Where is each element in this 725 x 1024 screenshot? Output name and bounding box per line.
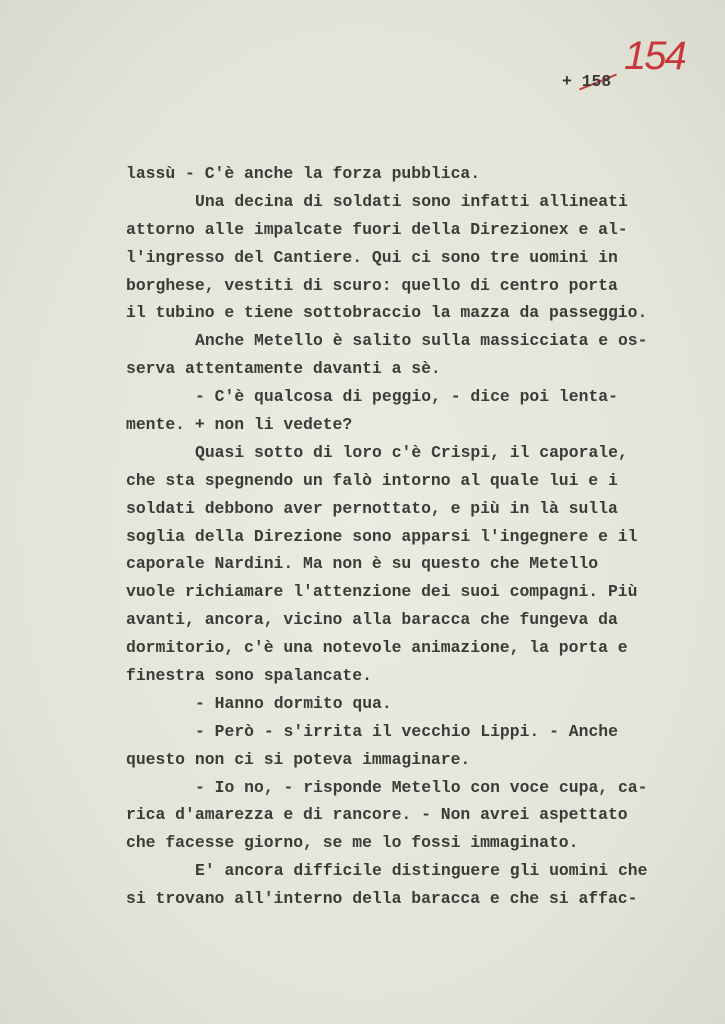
text-line: questo non ci si poteva immaginare. bbox=[126, 749, 471, 769]
text-line: avanti, ancora, vicino alla baracca che fungeva da bbox=[126, 610, 618, 630]
text-line: il tubino e tiene sottobraccio la mazza da passeggio. bbox=[126, 303, 648, 323]
text-line: - Però - s'irrita il vecchio Lippi. - Anche bbox=[195, 721, 618, 741]
text-line: che facesse giorno, se me lo fossi immaginato. bbox=[126, 833, 579, 853]
text-line: Quasi sotto di loro c'è Crispi, il caporale, bbox=[195, 442, 628, 462]
text-line: serva attentamente davanti a sè. bbox=[126, 359, 441, 379]
text-line: che sta spegnendo un falò intorno al quale lui e i bbox=[126, 470, 618, 490]
text-line: E' ancora difficile distinguere gli uomini che bbox=[195, 861, 648, 881]
struck-page-number bbox=[582, 72, 612, 91]
handwritten-page-number: 154 bbox=[624, 34, 685, 78]
text-line: rica d'amarezza e di rancore. - Non avrei aspettato bbox=[126, 805, 628, 825]
text-line: - Io no, - risponde Metello con voce cupa, ca- bbox=[195, 777, 648, 797]
text-line: lassù - C'è anche la forza pubblica. bbox=[126, 164, 481, 183]
page-number-prefix: + bbox=[562, 72, 572, 91]
text-line: finestra sono spalancate. bbox=[126, 666, 372, 686]
text-line: - C'è qualcosa di peggio, - dice poi lenta- bbox=[195, 387, 618, 407]
text-line: caporale Nardini. Ma non è su questo che Metello bbox=[126, 554, 599, 574]
text-line: si trovano all'interno della baracca e che si affac- bbox=[126, 889, 638, 909]
text-line: soldati debbono aver pernottato, e più in là sulla bbox=[126, 498, 618, 518]
typed-page-number bbox=[562, 72, 611, 91]
text-line: vuole richiamare l'attenzione dei suoi compagni. Più bbox=[126, 582, 638, 602]
text-line: attorno alle impalcate fuori della Direzionex e al- bbox=[126, 219, 628, 239]
text-line: - Hanno dormito qua. bbox=[195, 693, 392, 713]
text-line: mente. + non li vedete? bbox=[126, 415, 353, 435]
text-line: soglia della Direzione sono apparsi l'ingegnere e il bbox=[126, 526, 638, 546]
text-line: borghese, vestiti di scuro: quello di centro porta bbox=[126, 275, 618, 295]
text-line: Una decina di soldati sono infatti allineati bbox=[195, 191, 628, 211]
text-line: Anche Metello è salito sulla massicciata e os- bbox=[195, 331, 648, 351]
text-line: l'ingresso del Cantiere. Qui ci sono tre uomini in bbox=[126, 247, 618, 267]
text-line: dormitorio, c'è una notevole animazione, la porta e bbox=[126, 638, 628, 658]
struck-page-number-text: 158 bbox=[581, 72, 612, 91]
typewritten-body bbox=[126, 160, 666, 913]
